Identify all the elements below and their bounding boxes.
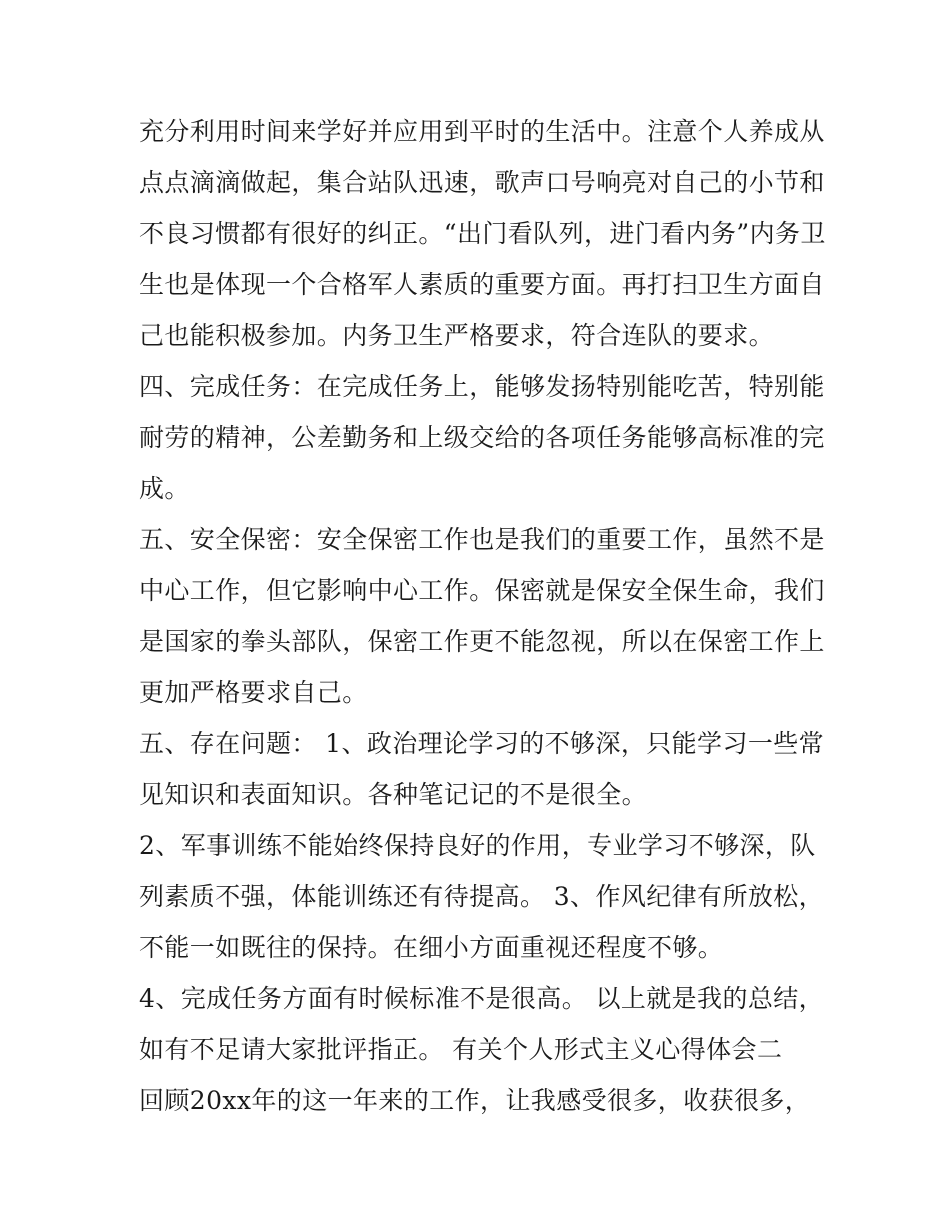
text-line: 如有不足请大家批评指正。 有关个人形式主义心得体会二 xyxy=(139,1035,783,1064)
text-line: 己也能积极参加。内务卫生严格要求，符合连队的要求。 xyxy=(139,321,775,350)
text-line: 2、军事训练不能始终保持良好的作用，专业学习不够深，队 xyxy=(139,831,816,860)
text-line: 点点滴滴做起，集合站队迅速，歌声口号响亮对自己的小节和 xyxy=(139,168,825,197)
text-line: 生也是体现一个合格军人素质的重要方面。再打扫卫生方面自 xyxy=(139,270,825,299)
text-line: 列素质不强，体能训练还有待提高。 3、作风纪律有所放松， xyxy=(139,882,825,911)
text-line: 不良习惯都有很好的纠正。“出门看队列，进门看内务”内务卫 xyxy=(139,219,826,248)
text-line: 4、完成任务方面有时候标准不是很高。 以上就是我的总结， xyxy=(139,984,825,1013)
text-line: 见知识和表面知识。各种笔记记的不是很全。 xyxy=(139,780,648,809)
text-line: 更加严格要求自己。 xyxy=(139,678,368,707)
text-line: 耐劳的精神，公差勤务和上级交给的各项任务能够高标准的完 xyxy=(139,423,825,452)
text-line: 中心工作，但它影响中心工作。保密就是保安全保生命，我们 xyxy=(139,576,825,605)
text-line: 是国家的拳头部队，保密工作更不能忽视，所以在保密工作上 xyxy=(139,627,825,656)
text-line: 五、安全保密：安全保密工作也是我们的重要工作，虽然不是 xyxy=(139,525,825,554)
text-line: 四、完成任务：在完成任务上，能够发扬特别能吃苦，特别能 xyxy=(139,372,825,401)
body-text xyxy=(139,106,826,1126)
text-line: 回顾20xx年的这一年来的工作，让我感受很多，收获很多， xyxy=(139,1086,811,1115)
text-line: 充分利用时间来学好并应用到平时的生活中。注意个人养成从 xyxy=(139,117,825,146)
text-line: 五、存在问题： 1、政治理论学习的不够深，只能学习一些常 xyxy=(139,729,825,758)
text-line: 成。 xyxy=(139,474,190,503)
text-line: 不能一如既往的保持。在细小方面重视还程度不够。 xyxy=(139,933,724,962)
